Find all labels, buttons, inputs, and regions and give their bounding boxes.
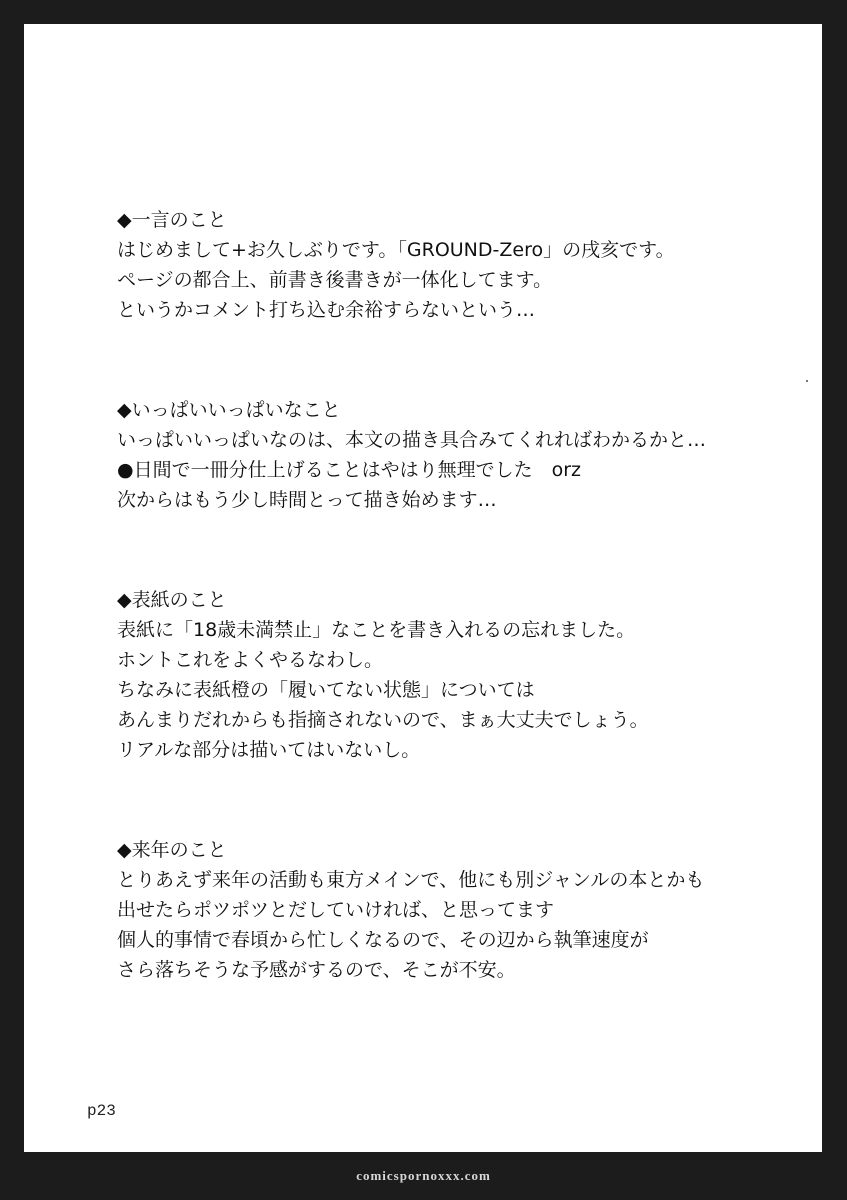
afterword-text (117, 205, 757, 985)
text-line: リアルな部分は描いてはいないし。 (117, 739, 421, 761)
document-page (24, 24, 822, 1152)
section-hyoushi (117, 585, 757, 765)
section-hitokoto (117, 205, 757, 325)
section-heading: ◆表紙のこと (117, 589, 227, 611)
section-ippai (117, 395, 757, 515)
section-heading: ◆一言のこと (117, 209, 227, 231)
text-line: さら落ちそうな予感がするので、そこが不安。 (117, 959, 516, 981)
text-line: 次からはもう少し時間とって描き始めます… (117, 489, 497, 511)
text-line: いっぱいいっぱいなのは、本文の描き具合みてくれればわかるかと… (117, 429, 707, 451)
watermark-text: comicspornoxxx.com (356, 1168, 491, 1183)
text-line: 出せたらポツポツとだしていければ、と思ってます (117, 899, 555, 921)
speck-mark (806, 380, 808, 382)
text-line: ホントこれをよくやるなわし。 (117, 649, 384, 671)
text-line: 個人的事情で春頃から忙しくなるので、その辺から執筆速度が (117, 929, 649, 951)
section-heading: ◆来年のこと (117, 839, 227, 861)
text-line: あんまりだれからも指摘されないので、まぁ大丈夫でしょう。 (117, 709, 649, 731)
text-line: とりあえず来年の活動も東方メインで、他にも別ジャンルの本とかも (117, 869, 705, 891)
section-rainen (117, 835, 757, 985)
text-line: はじめまして+お久しぶりです。「GROUND-Zero」の戌亥です。 (117, 239, 675, 261)
text-line: ●日間で一冊分仕上げることはやはり無理でした orz (117, 459, 581, 481)
text-line: 表紙に「18歳未満禁止」なことを書き入れるの忘れました。 (117, 619, 636, 641)
text-line: ちなみに表紙橙の「履いてない状態」については (117, 679, 535, 701)
text-line: というかコメント打ち込む余裕すらないという… (117, 299, 536, 321)
page-number: p23 (87, 1102, 116, 1120)
text-line: ページの都合上、前書き後書きが一体化してます。 (117, 269, 553, 291)
section-heading: ◆いっぱいいっぱいなこと (117, 399, 341, 421)
